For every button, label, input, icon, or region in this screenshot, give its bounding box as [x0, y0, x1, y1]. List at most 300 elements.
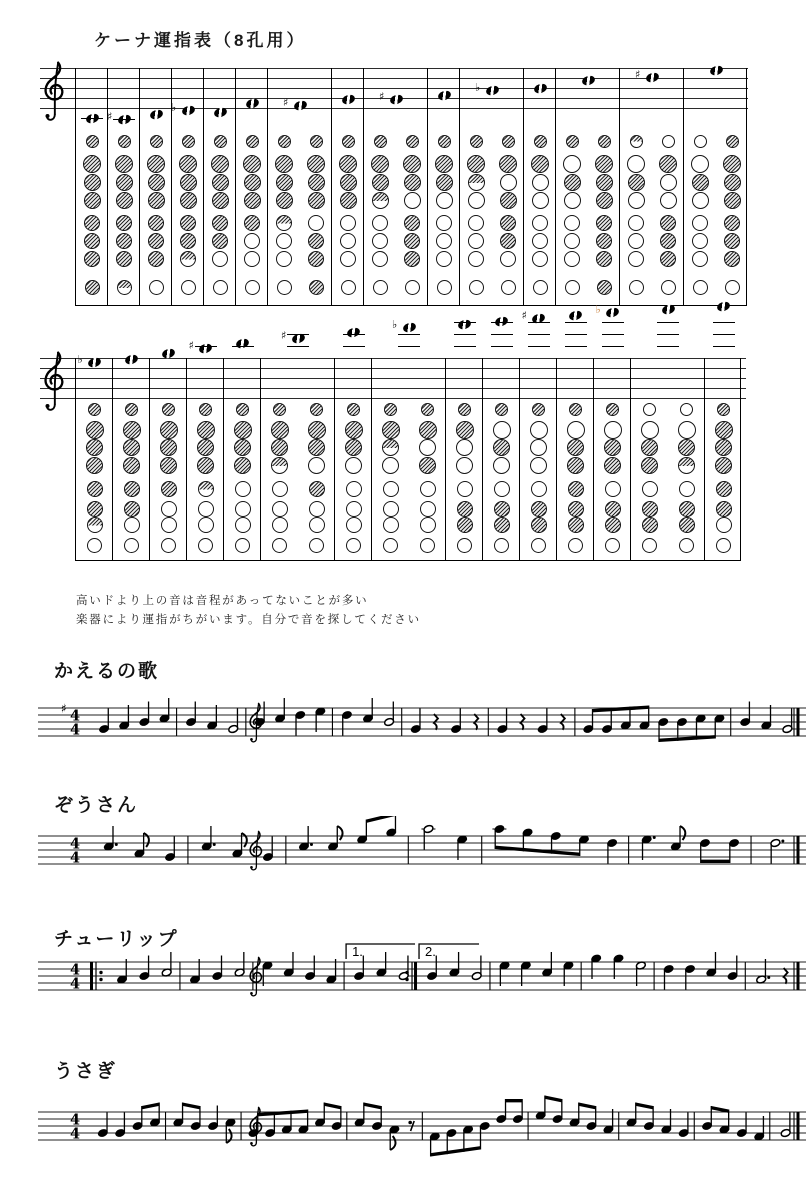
- final-barline: [797, 836, 800, 864]
- hole-circle: [371, 155, 389, 173]
- hole-circle: [568, 481, 584, 497]
- hole-circle: [244, 233, 260, 249]
- beam: [701, 860, 730, 863]
- hole-circle: [723, 155, 741, 173]
- hole-circle: [500, 251, 516, 267]
- hole-circle: [147, 155, 165, 173]
- song-title: かえるの歌: [54, 661, 160, 682]
- ending-label: 1.: [352, 944, 363, 959]
- hole-circle: [531, 517, 547, 533]
- hole-circle: [308, 421, 326, 439]
- hole-circle: [691, 155, 709, 173]
- hole-circle: [272, 517, 288, 533]
- treble-clef-icon: [40, 346, 68, 416]
- hole-circle: [123, 457, 140, 474]
- fingering-cell: [75, 353, 112, 560]
- hole-circle: [716, 501, 732, 517]
- hole-circle: [271, 421, 289, 439]
- hole-circle: [468, 233, 484, 249]
- hole-circle: [659, 155, 677, 173]
- hole-circle: [468, 174, 485, 191]
- ledger-line: [398, 346, 420, 347]
- song-title: うさぎ: [54, 1061, 118, 1082]
- ledger-line: [491, 334, 513, 335]
- hole-circle: [568, 538, 583, 553]
- song-kaeru: [34, 661, 812, 776]
- hole-circle: [404, 215, 420, 231]
- final-barline: [797, 1112, 800, 1140]
- fingering-cell: [139, 68, 171, 305]
- hole-circle: [660, 174, 677, 191]
- note-head: [484, 84, 499, 97]
- beam: [593, 706, 649, 713]
- ledger-line: [565, 322, 587, 323]
- hole-circle: [180, 215, 196, 231]
- hole-circle: [272, 501, 288, 517]
- hole-circle: [308, 233, 324, 249]
- hole-circle: [199, 403, 212, 416]
- hole-circle: [275, 155, 293, 173]
- hole-circle: [404, 233, 420, 249]
- hole-circle: [595, 155, 613, 173]
- ledger-line: [657, 346, 679, 347]
- hole-circle: [382, 421, 400, 439]
- hole-circle: [162, 403, 175, 416]
- song-tulip: [34, 929, 812, 1022]
- hole-circle: [309, 517, 325, 533]
- fingering-cell: [203, 68, 235, 305]
- note-head: [401, 321, 416, 334]
- hole-circle: [339, 155, 357, 173]
- hole-circle: [495, 403, 508, 416]
- hole-circle: [569, 403, 582, 416]
- hole-circle: [85, 280, 100, 295]
- hole-circle: [346, 501, 362, 517]
- note-head: [708, 64, 723, 77]
- beam: [579, 1103, 596, 1110]
- hole-circle: [345, 457, 362, 474]
- hole-circle: [234, 439, 251, 456]
- hole-circle: [88, 403, 101, 416]
- hole-circle: [598, 135, 611, 148]
- ledger-line: [528, 334, 550, 335]
- hole-circle: [149, 280, 164, 295]
- hole-circle: [310, 135, 323, 148]
- hole-circle: [531, 501, 547, 517]
- hole-circle: [717, 403, 730, 416]
- hole-circle: [641, 457, 658, 474]
- hole-circle: [116, 251, 132, 267]
- hole-circle: [125, 403, 138, 416]
- hole-circle: [116, 215, 132, 231]
- hole-circle: [197, 439, 214, 456]
- hole-circle: [342, 135, 355, 148]
- hole-circle: [436, 215, 452, 231]
- hole-circle: [197, 457, 214, 474]
- hole-circle: [234, 421, 252, 439]
- hole-circle: [271, 457, 288, 474]
- hole-circle: [716, 481, 732, 497]
- hole-circle: [244, 215, 260, 231]
- hole-circle: [116, 233, 132, 249]
- hole-circle: [604, 439, 621, 456]
- hole-circle: [420, 481, 436, 497]
- ledger-line: [657, 334, 679, 335]
- ledger-line: [565, 346, 587, 347]
- hole-circle: [470, 135, 483, 148]
- hole-circle: [716, 517, 732, 533]
- hole-circle: [679, 481, 695, 497]
- time-signature: 4: [69, 975, 81, 993]
- beam: [506, 1099, 523, 1102]
- hole-circle: [406, 135, 419, 148]
- hole-circle: [404, 192, 421, 209]
- hole-circle: [86, 421, 104, 439]
- hole-circle: [84, 174, 101, 191]
- hole-circle: [345, 421, 363, 439]
- hole-circle: [494, 517, 510, 533]
- begin-repeat-bar: [90, 962, 93, 990]
- song-staff-svg: [34, 1092, 812, 1176]
- fingering-cell: [523, 68, 555, 305]
- treble-clef-glyph: [46, 63, 63, 120]
- hole-circle: [276, 251, 292, 267]
- augmentation-dot: [781, 840, 784, 843]
- hole-circle: [87, 501, 103, 517]
- time-signature: 4: [69, 849, 81, 867]
- fingering-cell: [683, 68, 747, 305]
- hole-circle: [161, 501, 177, 517]
- hole-circle: [308, 251, 324, 267]
- hole-circle: [181, 280, 196, 295]
- hole-circle: [245, 280, 260, 295]
- note-head: [568, 309, 583, 322]
- hole-circle: [605, 481, 621, 497]
- fingering-cell: [704, 358, 741, 560]
- hole-circle: [493, 457, 510, 474]
- hole-circle: [494, 481, 510, 497]
- fingering-cell: [445, 358, 482, 560]
- flat-icon: ♭: [595, 303, 601, 316]
- hole-circle: [604, 421, 622, 439]
- fingering-cell: [171, 68, 203, 305]
- note-head: [644, 71, 659, 84]
- hole-circle: [458, 403, 471, 416]
- hole-circle: [124, 517, 140, 533]
- hole-circle: [500, 215, 516, 231]
- song-title: ぞうさん: [54, 795, 139, 816]
- hole-circle: [307, 155, 325, 173]
- beam: [545, 1096, 562, 1103]
- hole-circle: [628, 215, 644, 231]
- hole-circle: [87, 538, 102, 553]
- hole-circle: [123, 421, 141, 439]
- hole-circle: [214, 135, 227, 148]
- final-barline: [797, 708, 800, 736]
- hole-circle: [642, 517, 658, 533]
- ledger-line: [113, 119, 135, 120]
- hole-circle: [716, 538, 731, 553]
- beam: [324, 1103, 341, 1110]
- hole-circle: [212, 233, 228, 249]
- repeat-dot: [99, 978, 102, 981]
- ledger-line: [232, 346, 254, 347]
- hole-circle: [564, 215, 580, 231]
- hole-circle: [502, 135, 515, 148]
- note-head: [340, 93, 355, 106]
- hole-circle: [457, 501, 473, 517]
- flat-icon: ♭: [77, 353, 83, 366]
- hole-circle: [724, 251, 740, 267]
- hole-circle: [404, 174, 421, 191]
- fingering-grid: [75, 303, 741, 561]
- eighth-flag-icon: [680, 826, 685, 840]
- song-title: チューリップ: [54, 929, 179, 950]
- hole-circle: [235, 517, 251, 533]
- hole-circle: [340, 215, 356, 231]
- hole-circle: [198, 538, 213, 553]
- hole-circle: [437, 280, 452, 295]
- ending-label: 2.: [425, 944, 436, 959]
- hole-circle: [308, 192, 325, 209]
- hole-circle: [596, 192, 613, 209]
- hole-circle: [161, 481, 177, 497]
- augmentation-dot: [310, 843, 313, 846]
- hole-circle: [211, 155, 229, 173]
- hole-circle: [468, 251, 484, 267]
- hole-circle: [660, 215, 676, 231]
- hole-circle: [468, 215, 484, 231]
- hole-circle: [308, 174, 325, 191]
- fingering-cell: [334, 358, 371, 560]
- hole-circle: [565, 280, 580, 295]
- hole-circle: [421, 403, 434, 416]
- ledger-line: [454, 322, 476, 323]
- hole-circle: [715, 457, 732, 474]
- hole-circle: [532, 174, 549, 191]
- hole-circle: [726, 135, 739, 148]
- hole-circle: [405, 280, 420, 295]
- fingering-cell: [619, 68, 683, 305]
- hole-circle: [694, 135, 707, 148]
- hole-circle: [384, 403, 397, 416]
- hole-circle: [596, 174, 613, 191]
- note-head: [198, 342, 213, 355]
- hole-circle: [180, 251, 196, 267]
- eighth-flag-icon: [226, 1129, 231, 1143]
- hole-circle: [84, 251, 100, 267]
- hole-circle: [383, 538, 398, 553]
- hole-circle: [420, 501, 436, 517]
- hole-circle: [725, 280, 740, 295]
- treble-clef-svg: [40, 346, 68, 416]
- hole-circle: [372, 251, 388, 267]
- note-head: [388, 93, 403, 106]
- hole-circle: [532, 251, 548, 267]
- hole-circle: [212, 174, 229, 191]
- ledger-line: [81, 118, 103, 119]
- hole-circle: [628, 251, 644, 267]
- eighth-flag-icon: [242, 833, 247, 847]
- time-signature: 4: [69, 1111, 81, 1129]
- sharp-icon: ♯: [107, 110, 113, 123]
- hole-circle: [679, 517, 695, 533]
- hole-circle: [419, 439, 436, 456]
- note-head: [235, 337, 250, 350]
- augmentation-dot: [653, 836, 656, 839]
- hole-circle: [679, 538, 694, 553]
- hole-circle: [403, 155, 421, 173]
- hole-circle: [567, 439, 584, 456]
- sharp-icon: ♯: [521, 309, 527, 322]
- hole-circle: [692, 233, 708, 249]
- note-head: [180, 104, 195, 117]
- end-repeat-bar: [414, 962, 417, 990]
- hole-circle: [115, 155, 133, 173]
- hole-circle: [124, 481, 140, 497]
- hole-circle: [84, 233, 100, 249]
- hole-circle: [605, 538, 620, 553]
- hole-circle: [340, 251, 356, 267]
- ledger-line: [657, 322, 679, 323]
- hole-circle: [678, 439, 695, 456]
- beam: [431, 1146, 481, 1156]
- ledger-line: [491, 346, 513, 347]
- hole-circle: [627, 155, 645, 173]
- beam: [636, 1103, 653, 1110]
- hole-circle: [596, 251, 612, 267]
- usage-note-line-2: 楽器により運指がちがいます。自分で音を探してください: [76, 614, 421, 626]
- hole-circle: [660, 233, 676, 249]
- hole-circle: [235, 481, 251, 497]
- hole-circle: [564, 251, 580, 267]
- key-sharp-icon: ♯: [61, 701, 67, 716]
- hole-circle: [456, 421, 474, 439]
- ledger-line: [454, 334, 476, 335]
- hole-circle: [272, 481, 288, 497]
- hole-circle: [435, 155, 453, 173]
- hole-circle: [568, 501, 584, 517]
- hole-circle: [148, 192, 165, 209]
- song-staff-svg: [34, 816, 812, 900]
- hole-circle: [87, 517, 103, 533]
- hole-circle: [692, 251, 708, 267]
- hole-circle: [436, 174, 453, 191]
- hole-circle: [604, 457, 621, 474]
- hole-circle: [83, 155, 101, 173]
- hole-circle: [564, 233, 580, 249]
- hole-circle: [500, 233, 516, 249]
- fingering-cell: [267, 68, 331, 305]
- augmentation-dot: [213, 843, 216, 846]
- note-head: [292, 99, 307, 112]
- beam: [495, 846, 580, 856]
- treble-clef-glyph: [46, 353, 63, 410]
- hole-circle: [563, 155, 581, 173]
- hole-circle: [276, 233, 292, 249]
- note-head: [494, 315, 509, 328]
- ledger-line: [602, 322, 624, 323]
- sharp-icon: ♯: [379, 90, 385, 103]
- hole-circle: [531, 481, 547, 497]
- hole-circle: [198, 501, 214, 517]
- hole-circle: [372, 215, 388, 231]
- hole-circle: [420, 538, 435, 553]
- repeat-dot: [99, 971, 102, 974]
- sharp-icon: ♯: [283, 96, 289, 109]
- hole-circle: [533, 280, 548, 295]
- hole-circle: [457, 481, 473, 497]
- hole-circle: [642, 501, 658, 517]
- hole-circle: [148, 233, 164, 249]
- hole-circle: [530, 439, 547, 456]
- song-zousan: [34, 795, 812, 900]
- hole-circle: [643, 403, 656, 416]
- hole-circle: [235, 538, 250, 553]
- fingering-cell: [556, 358, 593, 560]
- eighth-rest-icon: [408, 1121, 412, 1125]
- song-staff-svg: [34, 692, 812, 776]
- hole-circle: [531, 538, 546, 553]
- note-head: [532, 82, 547, 95]
- hole-circle: [212, 192, 229, 209]
- hole-circle: [494, 501, 510, 517]
- note-head: [580, 74, 595, 87]
- hole-circle: [347, 403, 360, 416]
- hole-circle: [374, 135, 387, 148]
- hole-circle: [566, 135, 579, 148]
- hole-circle: [118, 135, 131, 148]
- flat-icon: ♭: [171, 101, 177, 114]
- hole-circle: [605, 517, 621, 533]
- hole-circle: [692, 174, 709, 191]
- fingering-cell: [235, 68, 267, 305]
- eighth-flag-icon: [337, 826, 342, 840]
- hole-circle: [180, 192, 197, 209]
- hole-circle: [630, 135, 643, 148]
- hole-circle: [693, 280, 708, 295]
- hole-circle: [372, 192, 389, 209]
- repeat-dot: [405, 971, 408, 974]
- ledger-line: [602, 346, 624, 347]
- hole-circle: [532, 215, 548, 231]
- fingering-cell: [223, 358, 260, 560]
- hole-circle: [419, 457, 436, 474]
- hole-circle: [310, 403, 323, 416]
- fingering-cell: [519, 309, 556, 560]
- page-title: ケーナ運指表（8孔用）: [94, 31, 307, 50]
- hole-circle: [606, 403, 619, 416]
- ledger-line: [713, 346, 735, 347]
- hole-circle: [420, 517, 436, 533]
- hole-circle: [86, 457, 103, 474]
- hole-circle: [161, 538, 176, 553]
- time-signature: 4: [69, 1125, 81, 1143]
- fingering-cell: [427, 68, 459, 305]
- hole-circle: [84, 215, 100, 231]
- hole-circle: [117, 280, 132, 295]
- ledger-line: [528, 322, 550, 323]
- hole-circle: [148, 174, 165, 191]
- hole-circle: [567, 421, 585, 439]
- beam: [142, 1103, 159, 1110]
- hole-circle: [628, 233, 644, 249]
- hole-circle: [468, 192, 485, 209]
- fingering-cell: [459, 68, 523, 305]
- hole-circle: [530, 457, 547, 474]
- ledger-line: [195, 346, 217, 347]
- hole-circle: [436, 192, 453, 209]
